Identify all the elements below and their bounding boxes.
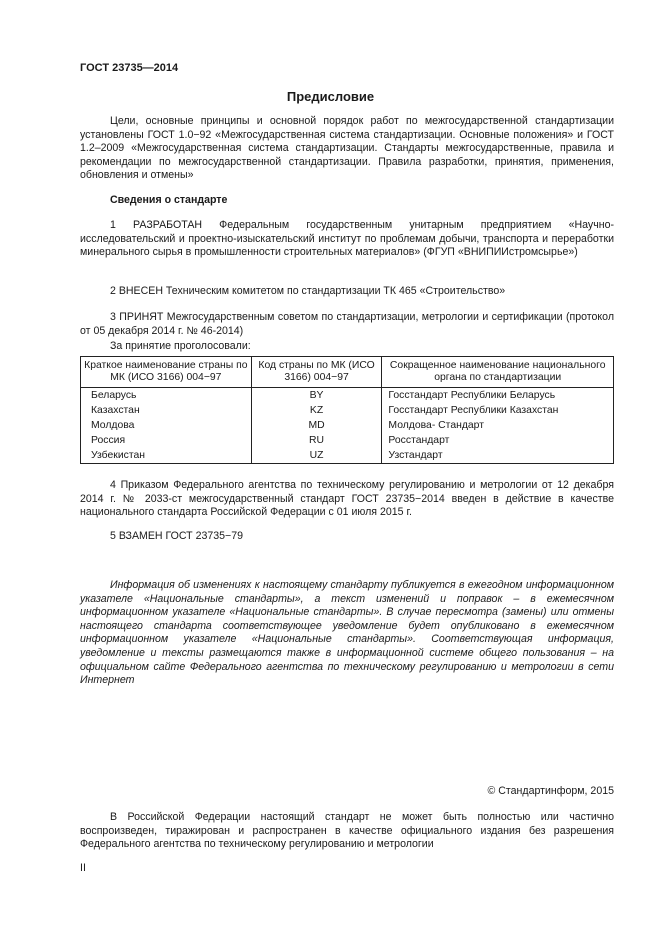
standards-body-cell: Госстандарт Республики Беларусь <box>382 388 614 404</box>
table-row <box>81 418 614 433</box>
section-heading: Сведения о стандарте <box>110 194 228 206</box>
item-5-paragraph: 5 ВЗАМЕН ГОСТ 23735−79 <box>110 530 244 542</box>
standards-body-cell: Узстандарт <box>382 448 614 464</box>
country-name-cell: Узбекистан <box>81 448 252 464</box>
table-row <box>81 433 614 448</box>
country-code-cell: BY <box>251 388 382 404</box>
table-header-row <box>81 357 614 388</box>
intro-text: Цели, основные принципы и основной порядок работ по межгосударственной стандартизации установлены ГОСТ 1.0−92 «Межгосударственная система стандартизации. Основные положения» и ГОСТ 1.2–2009 «Межгосударственная система стандартизации. Стандарты межгосударственные, правила и рекомендации по межгосударственной стандартизации. Правила разработки, принятия, применения, обновления и отмены» <box>80 115 614 182</box>
item-3-paragraph: 3 ПРИНЯТ Межгосударственным советом по стандартизации, метрологии и сертификации (протокол от 05 декабря 2014 г. № 46-2014) <box>80 311 614 337</box>
intro-paragraph <box>80 115 614 183</box>
table-row <box>81 448 614 464</box>
country-name-cell: Казахстан <box>81 403 252 418</box>
country-name-header: Краткое наименование страны по МК (ИСО 3166) 004−97 <box>81 357 252 388</box>
item-2-paragraph: 2 ВНЕСЕН Техническим комитетом по стандартизации ТК 465 «Строительство» <box>110 285 506 297</box>
standards-body-cell: Росстандарт <box>382 433 614 448</box>
country-name-cell: Россия <box>81 433 252 448</box>
copyright-line: © Стандартинформ, 2015 <box>487 785 614 797</box>
item-1-paragraph: 1 РАЗРАБОТАН Федеральным государственным унитарным предприятием «Научно-исследовательский и проектно-изыскательский институт по проблемам добычи, транспорта и переработки минерального сырья в промышленности строительных материалов» (ФГУП «ВНИПИИстромсырье») <box>80 219 614 259</box>
standards-body-cell: Госстандарт Республики Казахстан <box>382 403 614 418</box>
page-title: Предисловие <box>286 89 375 104</box>
information-notice: Информация об изменениях к настоящему стандарту публикуется в ежегодном информационном указателе «Национальные стандарты», а текст изменений и поправок – в ежемесячном информационном указателе «Национальные стандарты». В случае пересмотра (замены) или отмены настоящего стандарта соответствующее уведомление будет опубликовано в ежемесячном информационном указателе «Национальные стандарты». Соответствующая информация, уведомление и тексты размещаются также в информационной системе общего пользования – на официальном сайте Федерального агентства по техническому регулированию и метрологии в сети Интернет <box>80 579 614 687</box>
standards-body-cell: Молдова- Стандарт <box>382 418 614 433</box>
item-4-paragraph: 4 Приказом Федерального агентства по техническому регулированию и метрологии от 12 декабря 2014 г. № 2033-ст межгосударственный стандарт ГОСТ 23735−2014 введен в действие в качестве национального стандарта Российской Федерации с 01 июля 2015 г. <box>80 479 614 519</box>
country-name-cell: Молдова <box>81 418 252 433</box>
reproduction-notice: В Российской Федерации настоящий стандарт не может быть полностью или частично воспроизведен, тиражирован и распространен в качестве официального издания без разрешения Федерального агентства по техническому регулированию и метрологии <box>80 811 614 851</box>
country-name-cell: Беларусь <box>81 388 252 404</box>
vote-label: За принятие проголосовали: <box>110 340 251 352</box>
country-code-header: Код страны по МК (ИСО 3166) 004−97 <box>251 357 382 388</box>
country-code-cell: UZ <box>251 448 382 464</box>
country-code-cell: RU <box>251 433 382 448</box>
page-number: II <box>80 862 86 874</box>
standards-body-header: Сокращенное наименование национального органа по стандартизации <box>382 357 614 388</box>
country-code-cell: MD <box>251 418 382 433</box>
table-row <box>81 388 614 404</box>
voting-countries-table <box>80 356 614 464</box>
document-code-header: ГОСТ 23735—2014 <box>80 62 179 74</box>
table-row <box>81 403 614 418</box>
country-code-cell: KZ <box>251 403 382 418</box>
